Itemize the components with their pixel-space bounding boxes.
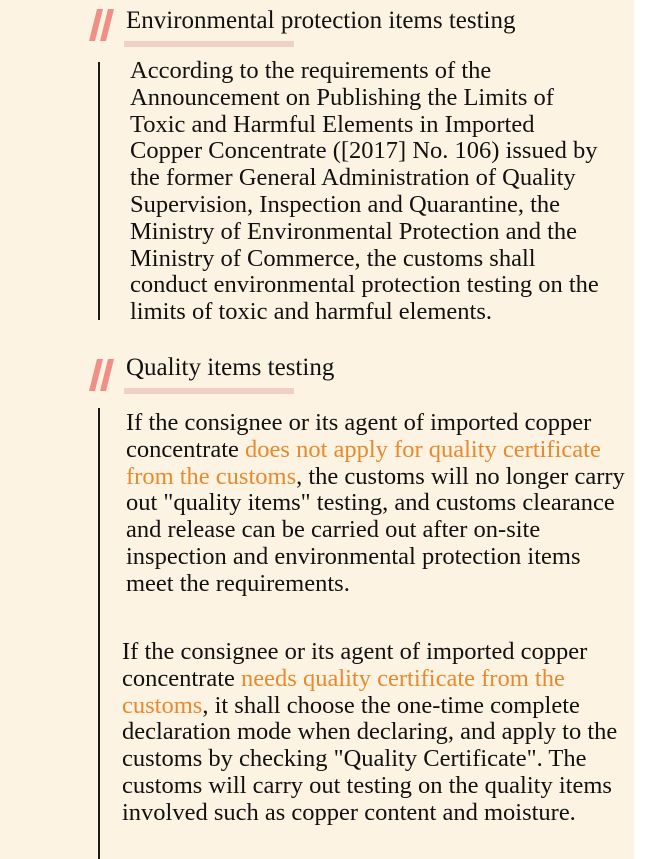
quality-paragraph-needs-certificate (122, 639, 634, 827)
title-underline (124, 388, 294, 394)
section-divider-line (98, 62, 100, 320)
paragraph-text: If the consignee or its agent of imported copper concentrate (126, 409, 592, 463)
double-slash-quote-icon (88, 359, 114, 391)
quality-paragraph-no-certificate (126, 410, 626, 598)
double-slash-quote-icon (88, 9, 114, 41)
paragraph-text: , it shall choose the one-time complete declaration mode when declaring, and apply to the customs by checking "Quality Certificate". The customs will carry out testing on the quality items involved such as copper content and moisture. (122, 691, 618, 826)
paragraph-text: , the customs will no longer carry out "quality items" testing, and customs clearance and release can be carried out after on-site inspection and environmental protection items meet the requirements. (126, 462, 625, 597)
section-title-quality: Quality items testing (126, 354, 335, 381)
section-divider-line (98, 408, 100, 859)
highlighted-text: needs quality certificate from the customs (122, 664, 565, 719)
highlighted-text: does not apply for quality certificate from the customs (126, 435, 601, 490)
paragraph-text: If the consignee or its agent of imported copper concentrate (122, 638, 588, 692)
section-title-environmental: Environmental protection items testing (126, 7, 516, 34)
title-underline (124, 41, 294, 47)
environmental-paragraph: According to the requirements of the Announcement on Publishing the Limits of Toxic and Harmful Elements in Imported Copper Concentrate ([2017] No. 106) issued by the former General Administration of Quality Supervision, Inspection and Quarantine, the Ministry of Environmental Protection and the Ministry of Commerce, the customs shall conduct environmental protection testing on the limits of toxic and harmful elements. (130, 57, 599, 326)
